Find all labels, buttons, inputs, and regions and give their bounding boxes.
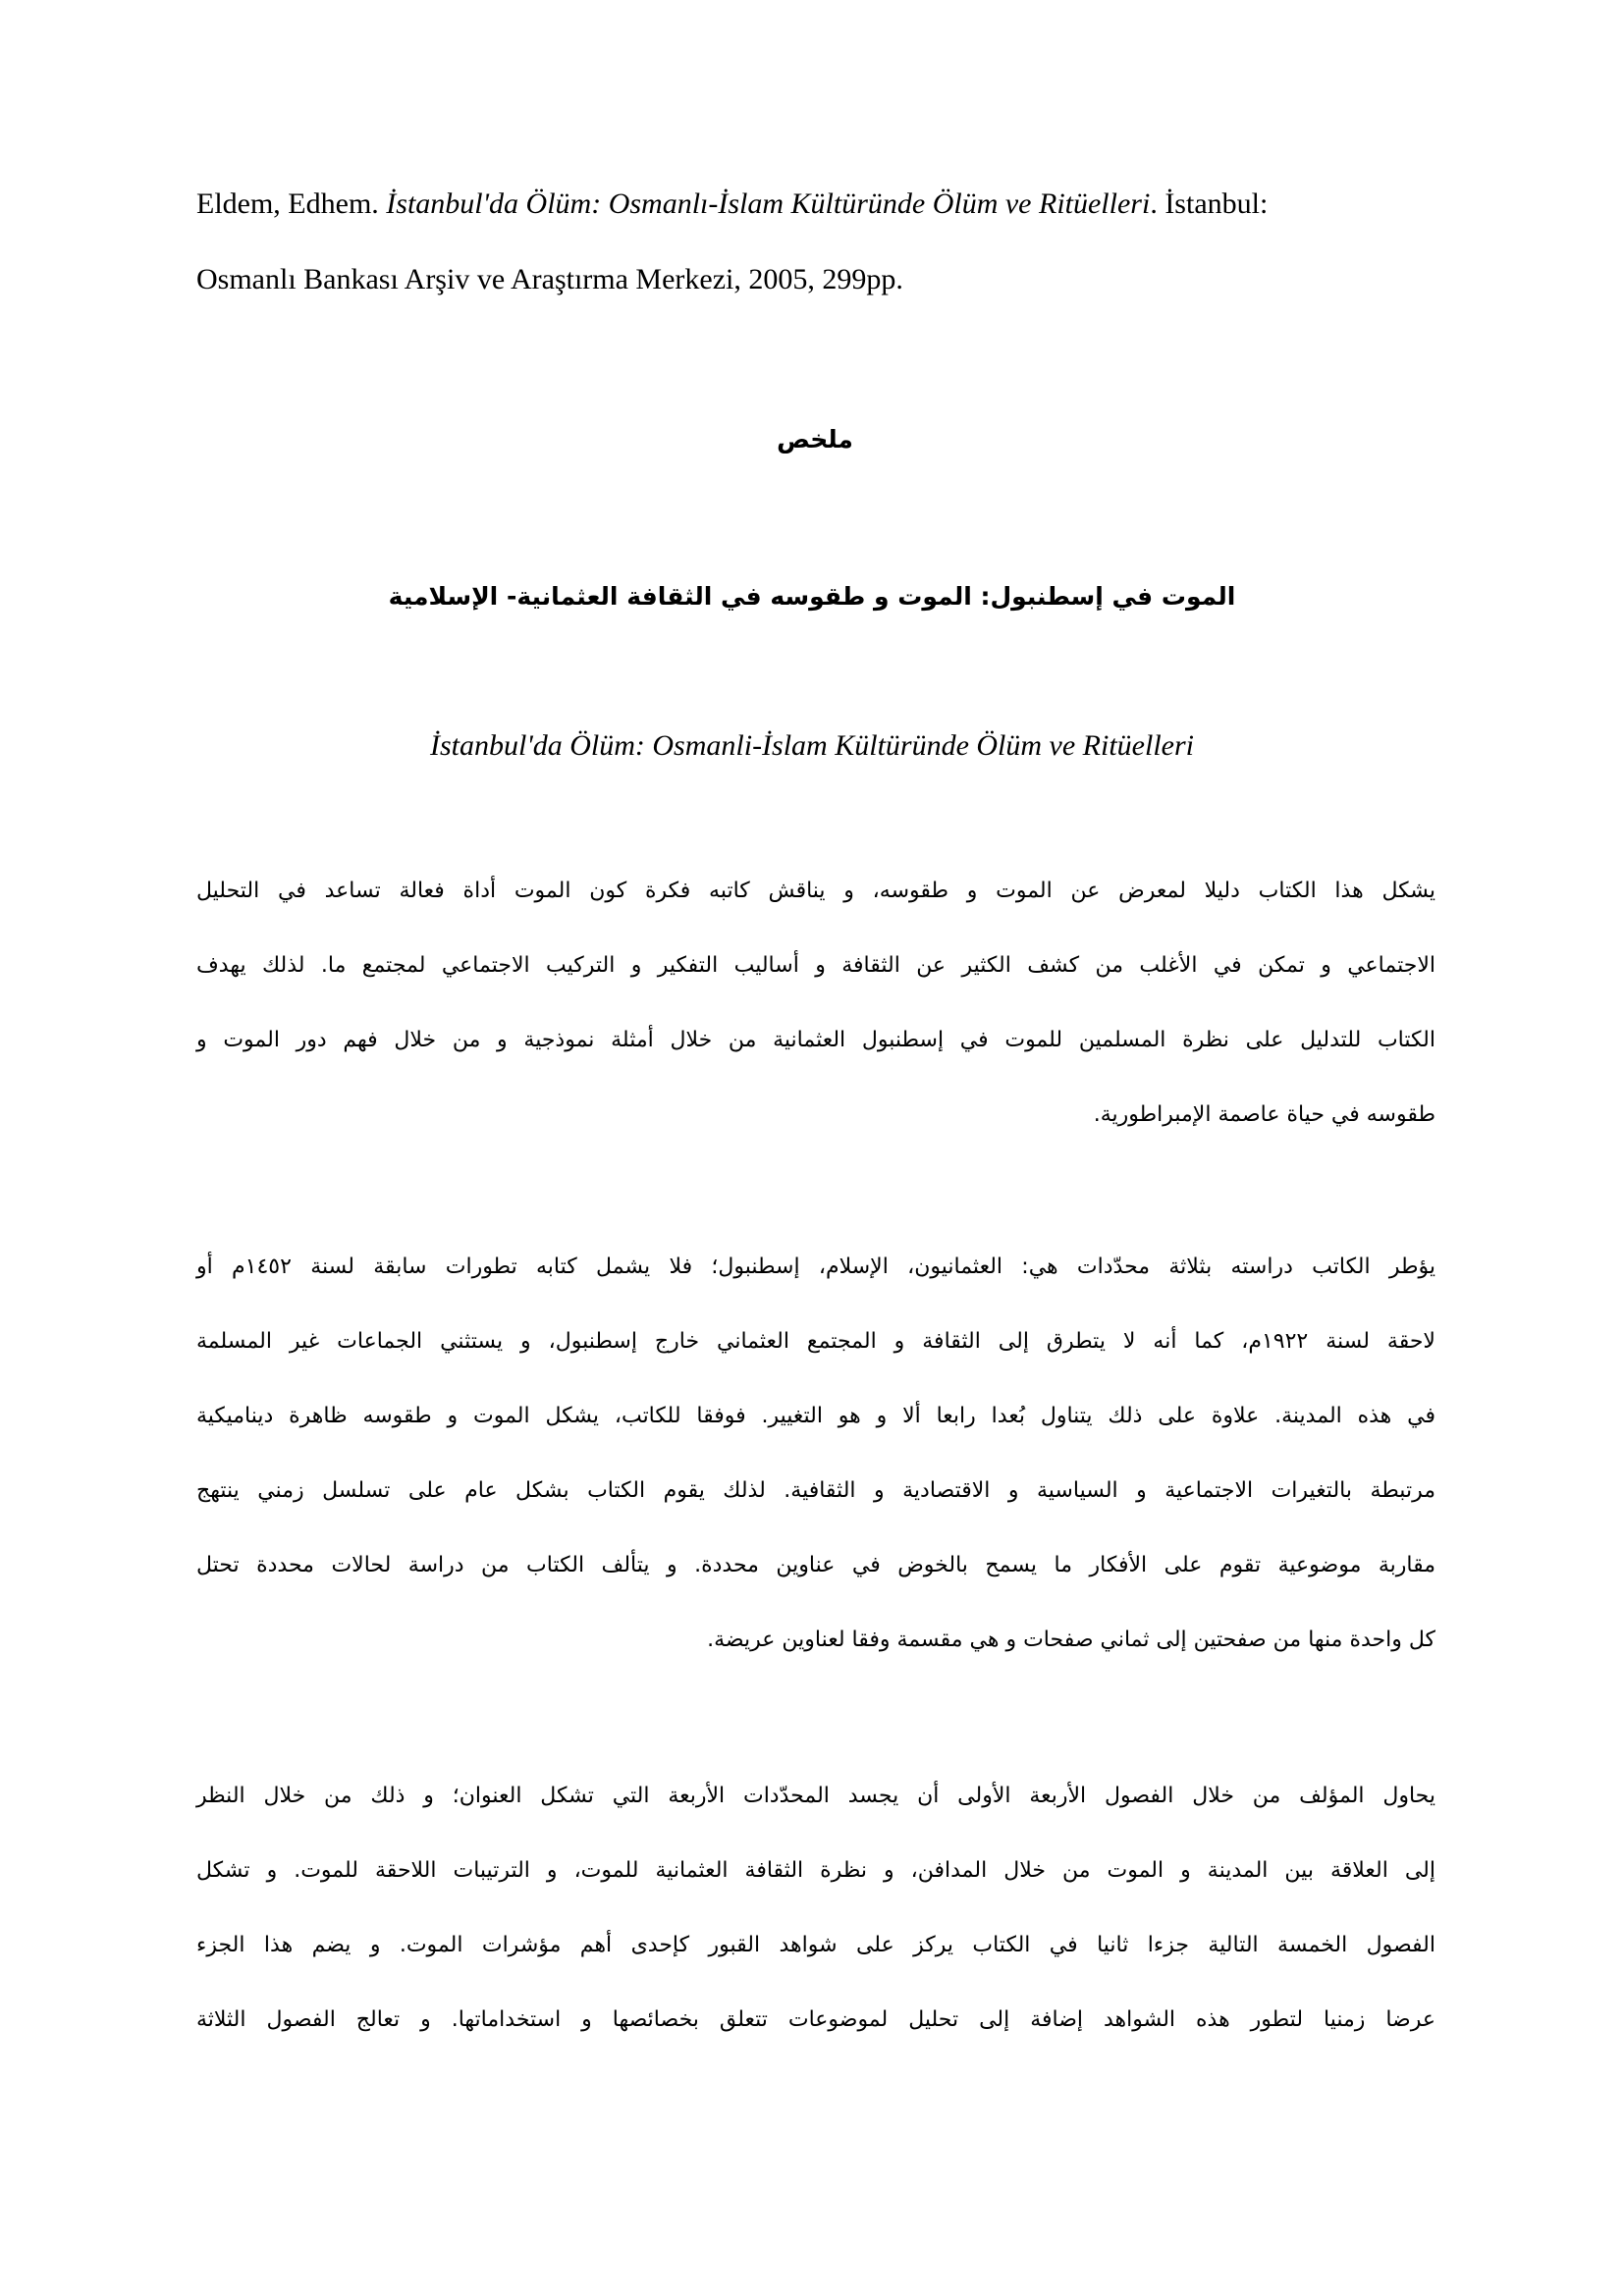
citation-author: Eldem, Edhem. — [196, 187, 387, 220]
paragraph-line: كل واحدة منها من صفحتين إلى ثماني صفحات و هي مقسمة وفقا لعناوين عريضة. — [707, 1628, 1435, 1652]
paragraph-line: مقاربة موضوعية تقوم على الأفكار ما يسمح بالخوض في عناوين محددة. و يتألف الكتاب من دراسة لحالات محددة تحتل — [196, 1553, 1435, 1577]
paragraph-2 — [196, 1250, 1435, 1658]
paragraph-line: إلى العلاقة بين المدينة و الموت من خلال المدافن، و نظرة الثقافة العثمانية للموت، و الترتيبات اللاحقة للموت. و تشكل — [196, 1858, 1435, 1883]
paragraph-line: مرتبطة بالتغيرات الاجتماعية و السياسية و الاقتصادية و الثقافية. لذلك يقوم الكتاب بشكل عام على تسلسل زمني ينتهج — [196, 1478, 1435, 1503]
paragraph-1 — [196, 874, 1435, 1133]
paragraph-line: عرضا زمنيا لتطور هذه الشواهد إضافة إلى تحليل لموضوعات تتعلق بخصائصها و استخداماتها. و تعالج الفصول الثلاثة — [196, 2007, 1435, 2032]
paragraph-line: يشكل هذا الكتاب دليلا لمعرض عن الموت و طقوسه، و يناقش كاتبه فكرة كون الموت أداة فعالة تساعد في التحليل — [196, 879, 1435, 903]
paragraph-line: لاحقة لسنة ١٩٢٢م، كما أنه لا يتطرق إلى الثقافة و المجتمع العثماني خارج إسطنبول، و يستثني الجماعات غير المسلمة — [196, 1329, 1435, 1354]
citation-place: . İstanbul: — [1150, 187, 1269, 220]
arabic-title: الموت في إسطنبول: الموت و طقوسه في الثقافة العثمانية- الإسلامية — [388, 582, 1236, 611]
paragraph-line: في هذه المدينة. علاوة على ذلك يتناول بُعدا رابعا ألا و هو التغيير. فوفقا للكاتب، يشكل الموت و طقوسه ظاهرة ديناميكية — [196, 1404, 1435, 1428]
paragraph-line: الفصول الخمسة التالية جزءا ثانيا في الكتاب يركز على شواهد القبور كإحدى أهم مؤشرات الموت. و يضم هذا الجزء — [196, 1933, 1435, 1957]
bibliographic-citation — [196, 185, 1473, 299]
paragraph-line: الكتاب للتدليل على نظرة المسلمين للموت في إسطنبول العثمانية من خلال أمثلة نموذجية و من خلال فهم دور الموت و — [196, 1028, 1435, 1052]
citation-line-2: Osmanlı Bankası Arşiv ve Araştırma Merkezi, 2005, 299pp. — [196, 263, 903, 295]
turkish-title: İstanbul'da Ölüm: Osmanli-İslam Kültüründe Ölüm ve Ritüelleri — [429, 729, 1194, 762]
paragraph-line: يحاول المؤلف من خلال الفصول الأربعة الأولى أن يجسد المحدّدات الأربعة التي تشكل العنوان؛ و ذلك من خلال النظر — [196, 1784, 1435, 1808]
paragraph-line: يؤطر الكاتب دراسته بثلاثة محدّدات هي: العثمانيون، الإسلام، إسطنبول؛ فلا يشمل كتابه تطورات سابقة لسنة ١٤٥٢م أو — [196, 1255, 1435, 1279]
paragraph-line: طقوسه في حياة عاصمة الإمبراطورية. — [1093, 1102, 1435, 1127]
citation-line-1 — [196, 185, 1473, 224]
citation-book-title: İstanbul'da Ölüm: Osmanlı-İslam Kültüründe Ölüm ve Ritüelleri — [386, 187, 1151, 220]
paragraph-line: الاجتماعي و تمكن في الأغلب من كشف الكثير عن الثقافة و أساليب التفكير و التركيب الاجتماعي لمجتمع ما. لذلك يهدف — [196, 953, 1435, 978]
paragraph-3 — [196, 1779, 1435, 2038]
summary-heading: ملخص — [777, 425, 853, 454]
